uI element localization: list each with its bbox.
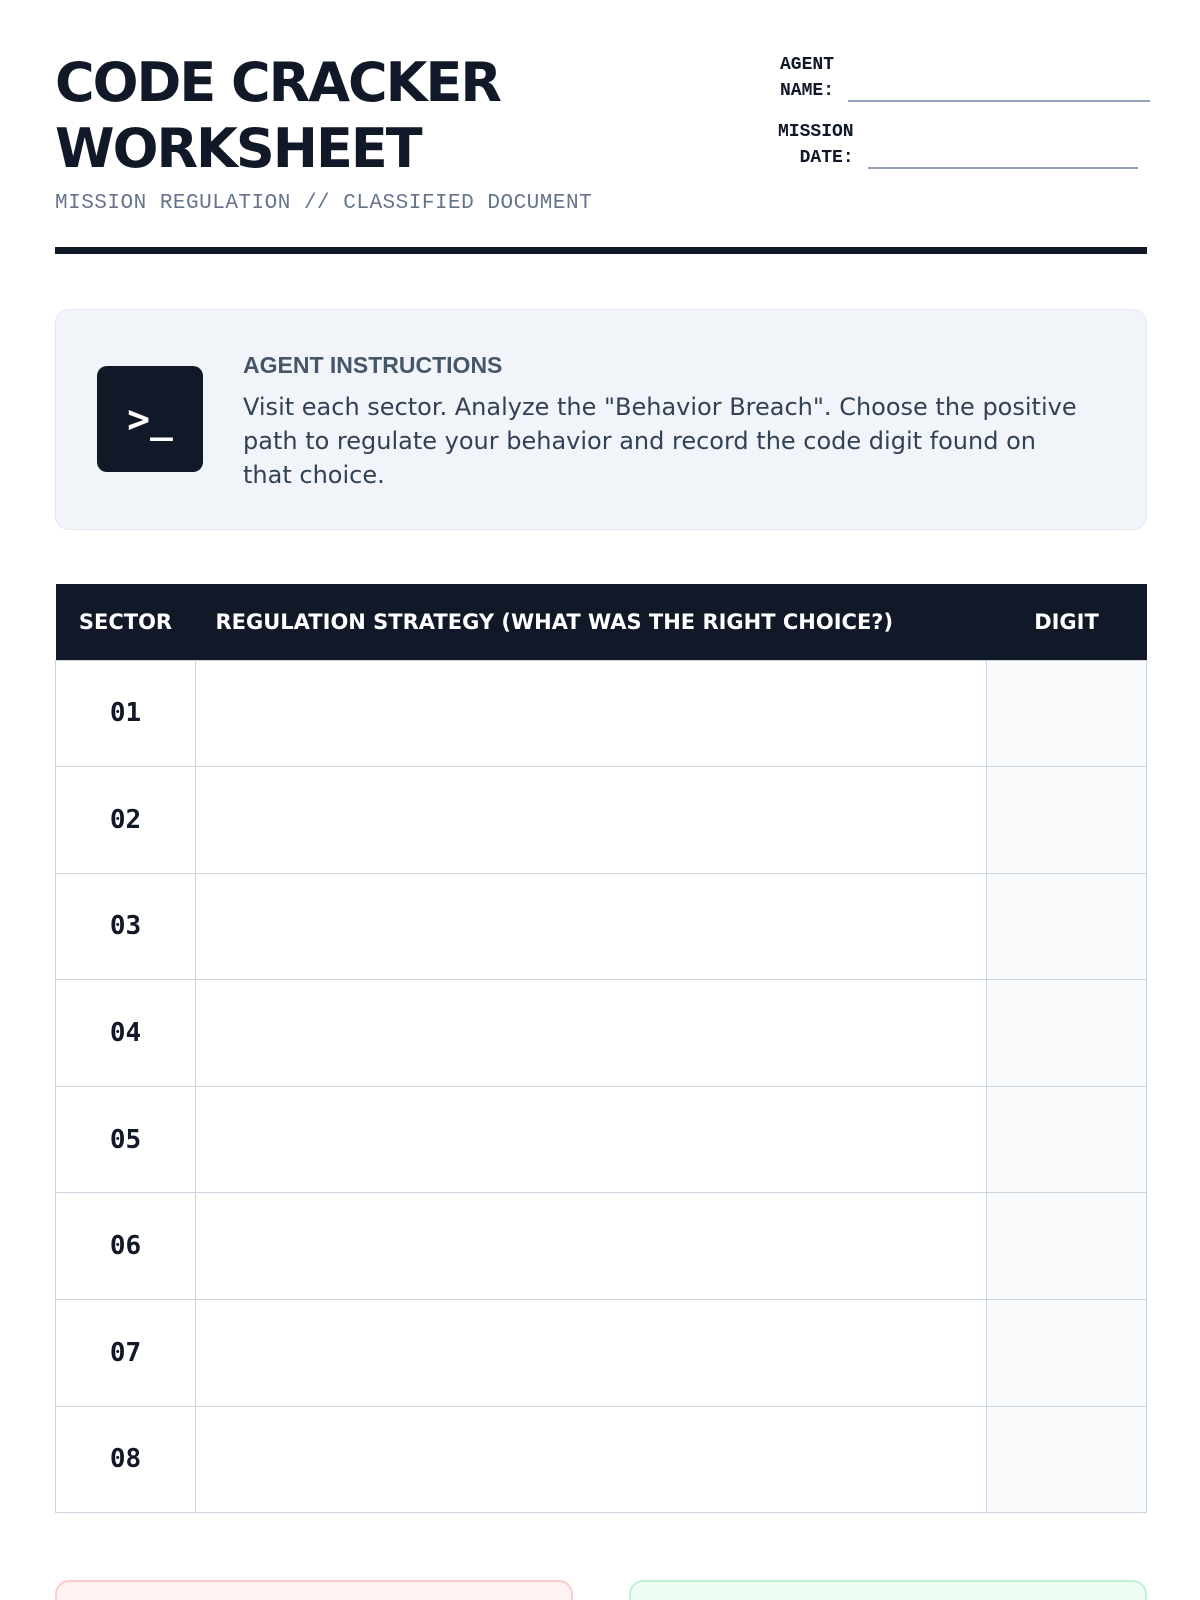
sector-number: 07 [56,1300,196,1407]
sector-number: 04 [56,980,196,1087]
agent-name-field [780,52,1150,104]
instructions-body: Visit each sector. Analyze the "Behavior Breach". Choose the positive path to regulate your behavior and record the code digit found on that choice. [243,393,1077,489]
sector-number: 01 [56,660,196,767]
table-row [56,1300,1147,1407]
agent-name-line[interactable] [848,100,1150,102]
strategy-cell[interactable] [196,1193,987,1300]
strategy-cell[interactable] [196,1086,987,1193]
header-divider [55,247,1147,254]
terminal-prompt-icon: >_ [97,366,203,472]
table-row [56,1086,1147,1193]
strategy-cell[interactable] [196,980,987,1087]
sector-number: 03 [56,873,196,980]
mission-date-label: MISSION DATE: [778,122,854,168]
digit-cell[interactable] [987,660,1147,767]
digit-cell[interactable] [987,1086,1147,1193]
mission-date-line[interactable] [868,167,1138,169]
table-row [56,1193,1147,1300]
strategy-cell[interactable] [196,873,987,980]
code-table [55,584,1147,1513]
strategy-cell[interactable] [196,660,987,767]
digit-cell[interactable] [987,1300,1147,1407]
sector-number: 05 [56,1086,196,1193]
table-row [56,980,1147,1087]
agent-name-label: AGENT NAME: [780,55,835,101]
digit-cell[interactable] [987,980,1147,1087]
sector-number: 08 [56,1406,196,1513]
strategy-cell[interactable] [196,767,987,874]
digit-cell[interactable] [987,1193,1147,1300]
positive-path-card [629,1580,1147,1600]
title-line-2: WORKSHEET [55,117,421,180]
sector-number: 06 [56,1193,196,1300]
column-header-sector: SECTOR [56,584,196,660]
column-header-digit: DIGIT [987,584,1147,660]
strategy-cell[interactable] [196,1300,987,1407]
title-line-1: CODE CRACKER [55,51,500,114]
breach-card [55,1580,573,1600]
instructions-title: AGENT INSTRUCTIONS [243,352,503,378]
digit-cell[interactable] [987,1406,1147,1513]
sector-number: 02 [56,767,196,874]
digit-cell[interactable] [987,873,1147,980]
table-row [56,1406,1147,1513]
instructions-panel [55,309,1147,530]
table-row [56,767,1147,874]
strategy-cell[interactable] [196,1406,987,1513]
page-subtitle: MISSION REGULATION // CLASSIFIED DOCUMENT [55,192,593,215]
digit-cell[interactable] [987,767,1147,874]
table-row [56,660,1147,767]
table-header-row [56,584,1147,660]
column-header-strategy: REGULATION STRATEGY (WHAT WAS THE RIGHT CHOICE?) [196,584,987,660]
mission-date-field [778,119,1138,171]
table-row [56,873,1147,980]
